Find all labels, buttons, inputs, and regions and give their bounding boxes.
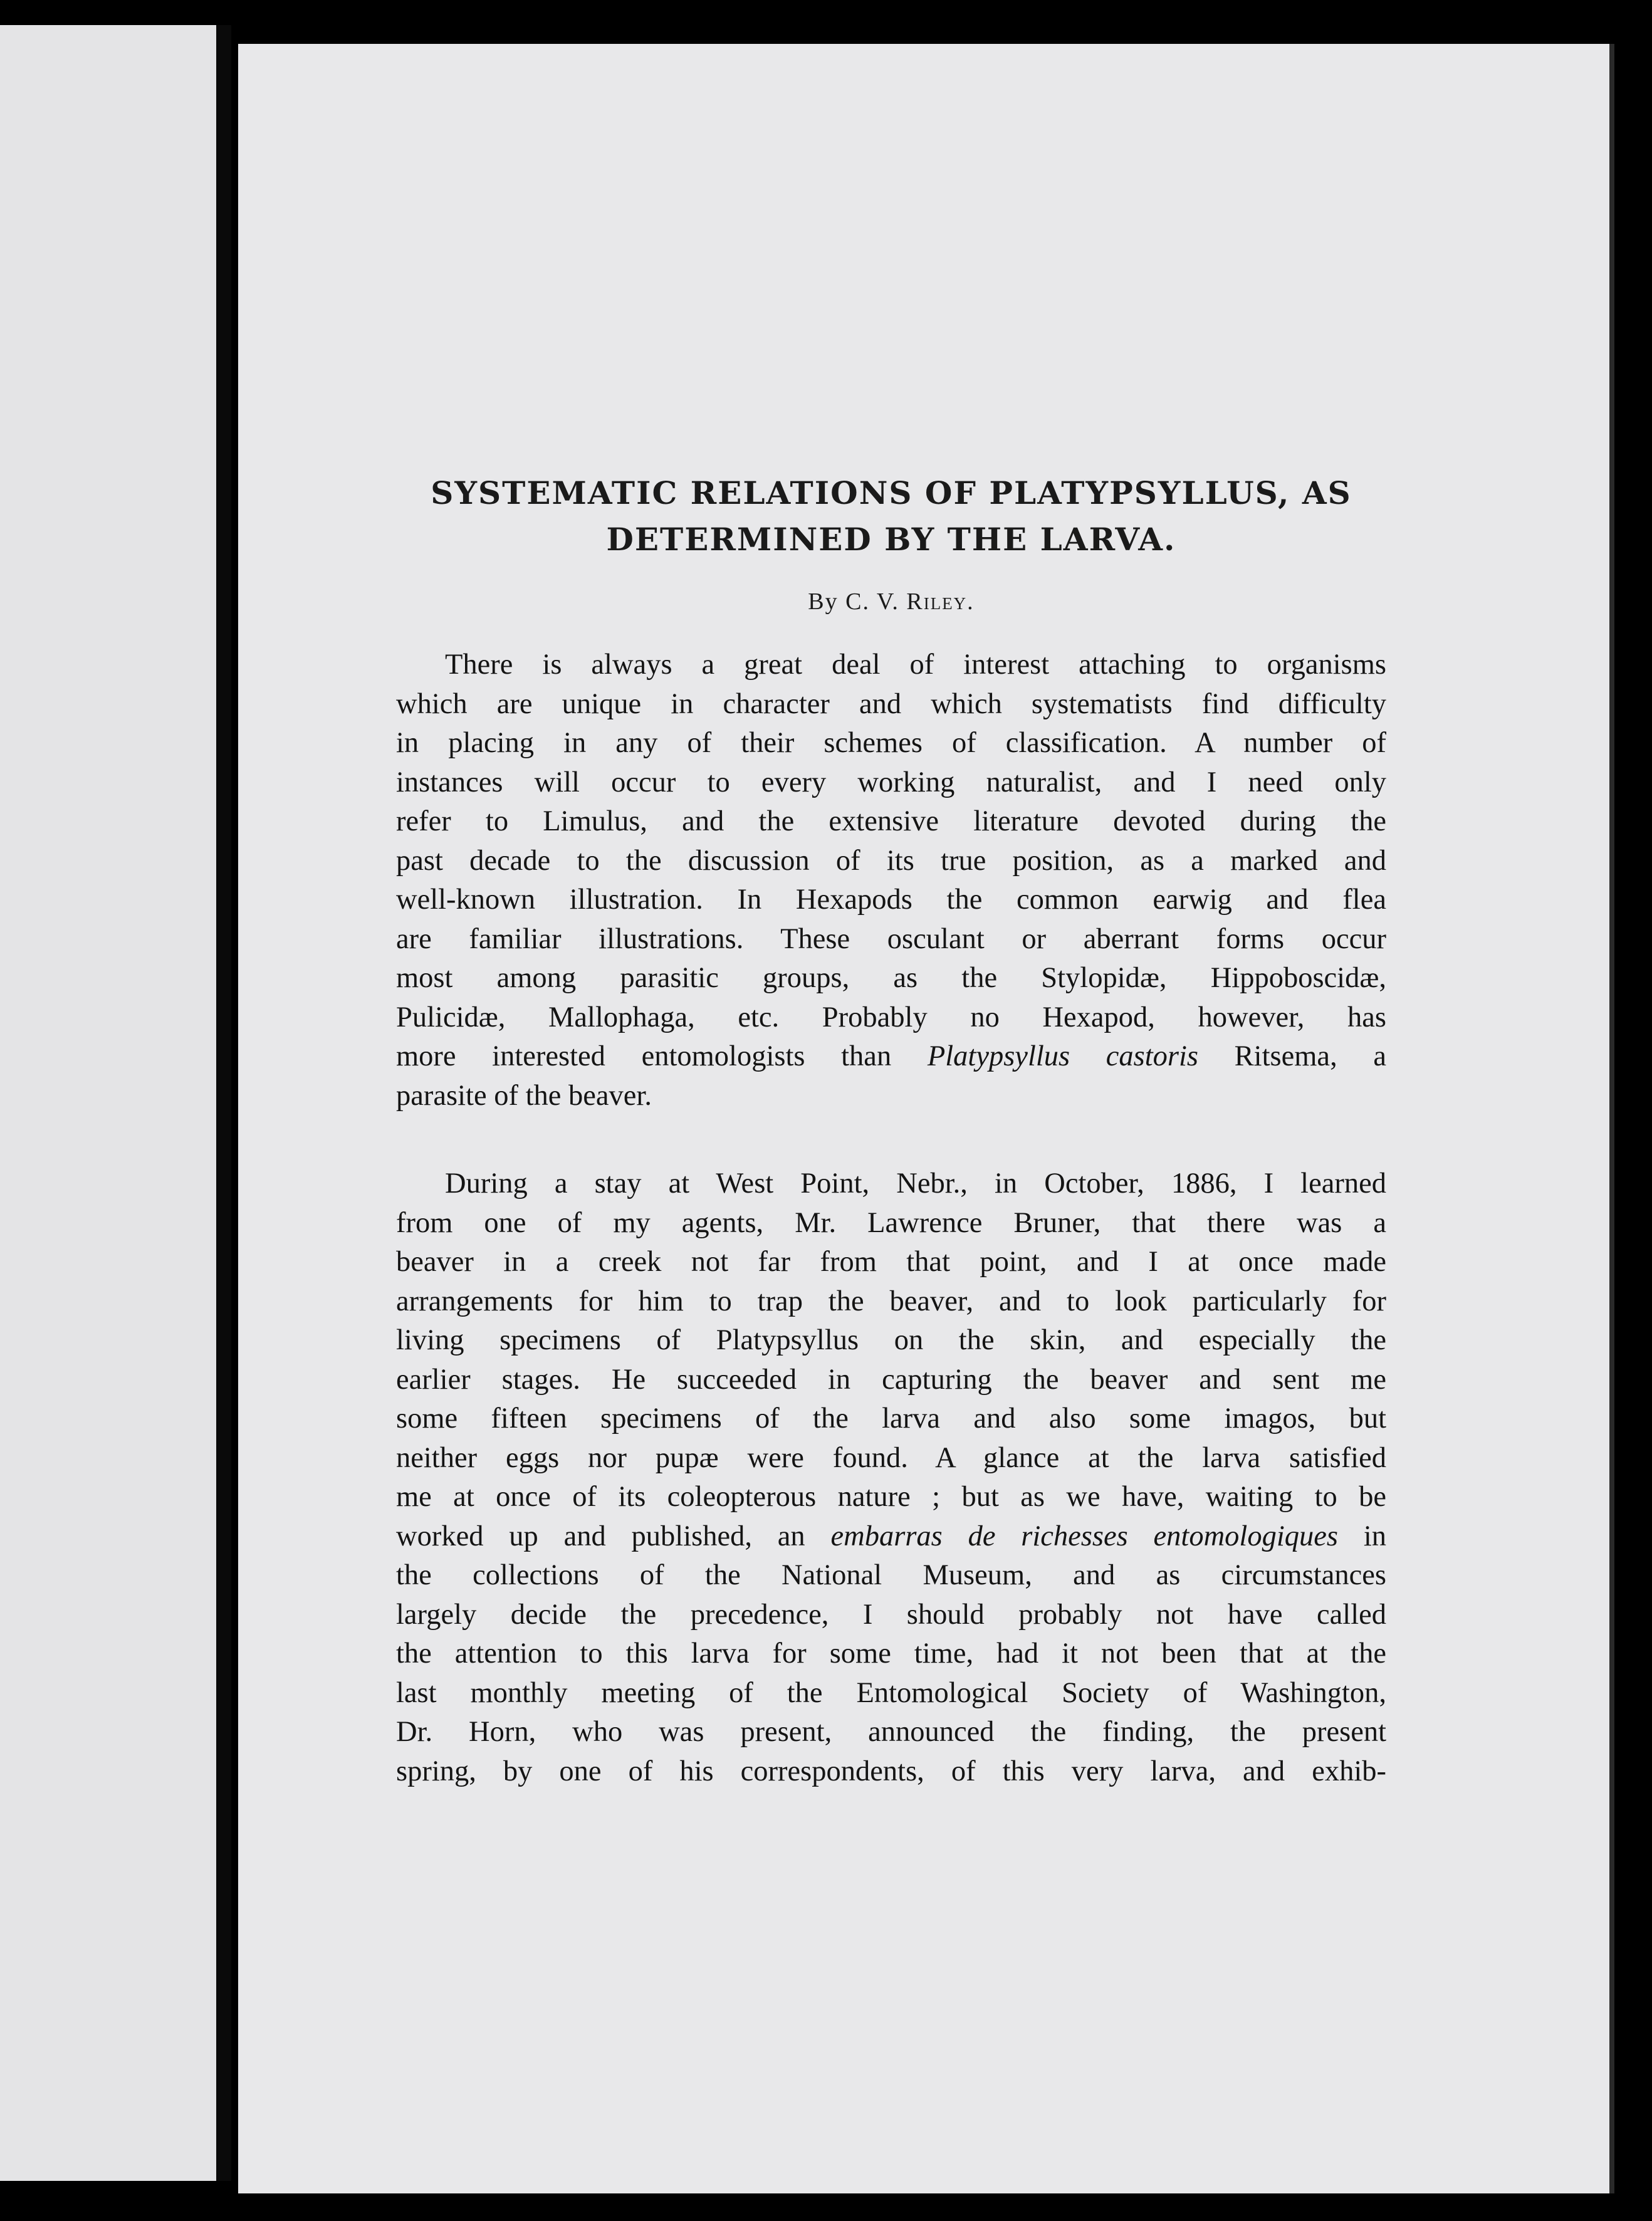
text-line: me at once of its coleopterous nature ; but as we have, waiting to be: [396, 1481, 1386, 1513]
text-line: parasite of the beaver.: [396, 1079, 652, 1112]
text-line: spring, by one of his correspondents, of this very larva, and exhib-: [396, 1755, 1386, 1787]
text-segment: in: [1338, 1520, 1386, 1552]
facing-page-edge: [0, 25, 219, 2181]
text-line: refer to Limulus, and the extensive literature devoted during the: [396, 805, 1386, 837]
text-line: the collections of the National Museum, and as circumstances: [396, 1559, 1386, 1591]
text-line: largely decide the precedence, I should probably not have called: [396, 1598, 1386, 1631]
article-title: [396, 470, 1386, 563]
text-line: well-known illustration. In Hexapods the common earwig and flea: [396, 884, 1386, 916]
text-line: from one of my agents, Mr. Lawrence Bruner, that there was a: [396, 1206, 1386, 1239]
text-line: [396, 1517, 1386, 1557]
text-segment: worked up and published, an: [396, 1520, 831, 1552]
document-page: [238, 44, 1614, 2193]
text-line: some fifteen specimens of the larva and also some imagos, but: [396, 1403, 1386, 1435]
text-line: neither eggs nor pupæ were found. A glance at the larva satisfied: [396, 1441, 1386, 1474]
text-line: Dr. Horn, who was present, announced the finding, the present: [396, 1716, 1386, 1748]
text-segment: Ritsema, a: [1198, 1040, 1386, 1072]
text-line: arrangements for him to trap the beaver, and to look particularly for: [396, 1285, 1386, 1317]
text-line: most among parasitic groups, as the Stylopidæ, Hippoboscidæ,: [396, 962, 1386, 994]
text-line: [396, 1037, 1386, 1077]
title-line-1: SYSTEMATIC RELATIONS OF PLATYPSYLLUS, AS: [431, 474, 1352, 511]
text-line: in placing in any of their schemes of classification. A number of: [396, 727, 1386, 759]
title-line-2: DETERMINED BY THE LARVA.: [606, 521, 1176, 558]
text-line: earlier stages. He succeeded in capturing the beaver and sent me: [396, 1363, 1386, 1396]
text-line: beaver in a creek not far from that point, and I at once made: [396, 1246, 1386, 1278]
text-line: instances will occur to every working naturalist, and I need only: [396, 766, 1386, 798]
species-name: Platypsyllus castoris: [927, 1040, 1199, 1072]
text-line: Pulicidæ, Mallophaga, etc. Probably no Hexapod, however, has: [396, 1001, 1386, 1033]
text-line: There is always a great deal of interest attaching to organisms: [445, 649, 1386, 681]
italic-phrase: embarras de richesses entomologiques: [830, 1520, 1339, 1552]
text-line: which are unique in character and which systematists find difficulty: [396, 687, 1386, 720]
byline-prefix: By: [808, 588, 839, 615]
text-line: last monthly meeting of the Entomological Society of Washington,: [396, 1676, 1386, 1709]
text-line: living specimens of Platypsyllus on the skin, and especially the: [396, 1324, 1386, 1356]
paragraph-2: [396, 1164, 1386, 1791]
text-line: During a stay at West Point, Nebr., in October, 1886, I learned: [445, 1168, 1386, 1199]
text-line: the attention to this larva for some time, had it not been that at the: [396, 1638, 1386, 1670]
author-byline: [396, 588, 1386, 615]
text-line: are familiar illustrations. These osculant or aberrant forms occur: [396, 922, 1386, 955]
byline-author: C. V. Riley.: [845, 588, 975, 615]
paragraph-1: [396, 645, 1386, 1116]
book-spine: [216, 25, 231, 2181]
text-line: past decade to the discussion of its true position, as a marked and: [396, 844, 1386, 877]
article-body: [396, 470, 1386, 1791]
text-segment: more interested entomologists than: [396, 1040, 928, 1072]
